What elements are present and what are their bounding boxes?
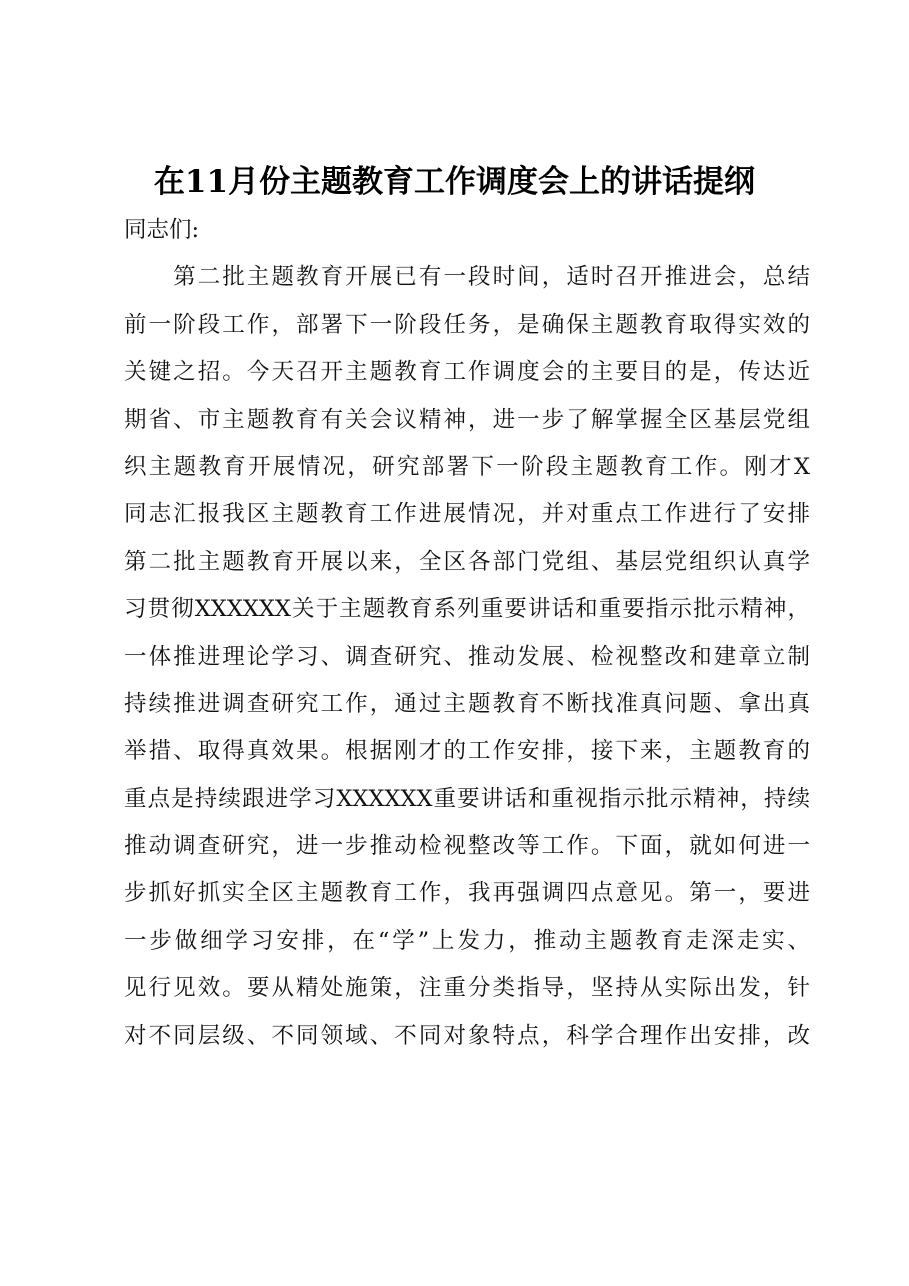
body-line: 持续推进调查研究工作，通过主题教育不断找准真问题、拿出真: [124, 690, 810, 717]
body-line: 步抓好抓实全区主题教育工作，我再强调四点意见。第一，要进: [124, 880, 810, 907]
body-line: 一步做细学习安排，在“学”上发力，推动主题教育走深走实、: [124, 927, 810, 954]
body-line: 见行见效。要从精处施策，注重分类指导，坚持从实际出发，针: [124, 975, 810, 1002]
body-line: 前一阶段工作，部署下一阶段任务，是确保主题教育取得实效的: [124, 311, 810, 338]
body-line: 第二批主题教育开展已有一段时间，适时召开推进会，总结: [124, 264, 810, 291]
document-body: [124, 207, 810, 1060]
body-line: 关键之招。今天召开主题教育工作调度会的主要目的是，传达近: [124, 359, 810, 386]
body-line: 同志汇报我区主题教育工作进展情况，并对重点工作进行了安排: [124, 501, 810, 528]
body-line: 期省、市主题教育有关会议精神，进一步了解掌握全区基层党组: [124, 406, 810, 433]
body-line: 习贯彻XXXXXX关于主题教育系列重要讲话和重要指示批示精神，: [124, 596, 810, 623]
body-line: 推动调查研究，进一步推动检视整改等工作。下面，就如何进一: [124, 833, 810, 860]
body-line: 重点是持续跟进学习XXXXXX重要讲话和重视指示批示精神，持续: [124, 785, 810, 812]
body-line: 举措、取得真效果。根据刚才的工作安排，接下来，主题教育的: [124, 738, 810, 765]
body-line: 对不同层级、不同领域、不同对象特点，科学合理作出安排，改: [124, 1022, 810, 1049]
body-line: 织主题教育开展情况，研究部署下一阶段主题教育工作。刚才X: [124, 453, 810, 480]
body-line: 第二批主题教育开展以来，全区各部门党组、基层党组织认真学: [124, 548, 810, 575]
document-title: 在11月份主题教育工作调度会上的讲话提纲: [153, 164, 756, 200]
salutation-line: 同志们:: [124, 217, 200, 243]
body-line: 一体推进理论学习、调查研究、推动发展、检视整改和建章立制: [124, 643, 810, 670]
